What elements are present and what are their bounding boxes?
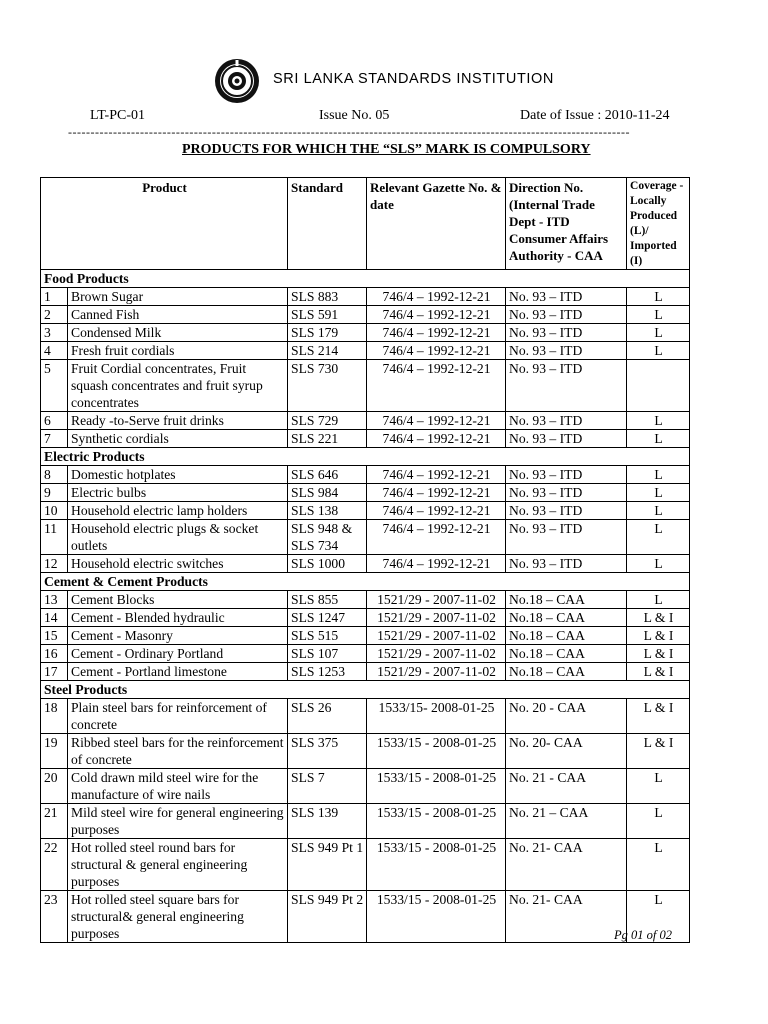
cell-standard: SLS 883 bbox=[288, 288, 367, 306]
category-row bbox=[41, 448, 690, 466]
table-row bbox=[41, 804, 690, 839]
cell-standard: SLS 138 bbox=[288, 502, 367, 520]
cell-product: Cement - Ordinary Portland bbox=[68, 645, 288, 663]
cell-product: Cold drawn mild steel wire for the manufacture of wire nails bbox=[68, 769, 288, 804]
cell-coverage: L bbox=[627, 804, 690, 839]
cell-coverage: L bbox=[627, 502, 690, 520]
cell-coverage: L bbox=[627, 288, 690, 306]
cell-gazette: 746/4 – 1992-12-21 bbox=[367, 484, 506, 502]
issue-number: Issue No. 05 bbox=[319, 108, 390, 123]
cell-gazette: 1533/15 - 2008-01-25 bbox=[367, 804, 506, 839]
header-gazette: Relevant Gazette No. & date bbox=[367, 178, 506, 270]
cell-gazette: 746/4 – 1992-12-21 bbox=[367, 342, 506, 360]
cell-standard: SLS 1000 bbox=[288, 555, 367, 573]
cell-product: Household electric plugs & socket outlets bbox=[68, 520, 288, 555]
cell-coverage: L bbox=[627, 484, 690, 502]
cell-product: Canned Fish bbox=[68, 306, 288, 324]
cell-standard: SLS 1253 bbox=[288, 663, 367, 681]
cell-coverage: L bbox=[627, 306, 690, 324]
category-row bbox=[41, 573, 690, 591]
cell-gazette: 746/4 – 1992-12-21 bbox=[367, 360, 506, 412]
cell-coverage: L & I bbox=[627, 645, 690, 663]
cell-standard: SLS 139 bbox=[288, 804, 367, 839]
table-row bbox=[41, 342, 690, 360]
cell-direction: No. 20- CAA bbox=[506, 734, 627, 769]
cell-gazette: 1533/15 - 2008-01-25 bbox=[367, 891, 506, 943]
cell-standard: SLS 855 bbox=[288, 591, 367, 609]
cell-gazette: 1521/29 - 2007-11-02 bbox=[367, 609, 506, 627]
slsi-logo-emblem bbox=[214, 58, 260, 104]
cell-product: Ready -to-Serve fruit drinks bbox=[68, 412, 288, 430]
cell-coverage: L & I bbox=[627, 627, 690, 645]
cell-product: Cement Blocks bbox=[68, 591, 288, 609]
cell-standard: SLS 375 bbox=[288, 734, 367, 769]
cell-standard: SLS 948 & SLS 734 bbox=[288, 520, 367, 555]
cell-no: 17 bbox=[41, 663, 68, 681]
cell-product: Ribbed steel bars for the reinforcement of concrete bbox=[68, 734, 288, 769]
cell-coverage: L bbox=[627, 769, 690, 804]
cell-coverage: L bbox=[627, 342, 690, 360]
cell-product: Fruit Cordial concentrates, Fruit squash concentrates and fruit syrup concentrates bbox=[68, 360, 288, 412]
cell-direction: No. 93 – ITD bbox=[506, 555, 627, 573]
cell-direction: No. 93 – ITD bbox=[506, 412, 627, 430]
cell-standard: SLS 179 bbox=[288, 324, 367, 342]
cell-direction: No. 93 – ITD bbox=[506, 484, 627, 502]
cell-coverage: L & I bbox=[627, 663, 690, 681]
category-row bbox=[41, 681, 690, 699]
cell-direction: No. 93 – ITD bbox=[506, 306, 627, 324]
cell-standard: SLS 1247 bbox=[288, 609, 367, 627]
header-direction: Direction No. (Internal Trade Dept - ITD Consumer Affairs Authority - CAA bbox=[506, 178, 627, 270]
cell-coverage: L bbox=[627, 591, 690, 609]
cell-product: Electric bulbs bbox=[68, 484, 288, 502]
cell-product: Household electric switches bbox=[68, 555, 288, 573]
category-label: Cement & Cement Products bbox=[41, 573, 690, 591]
cell-direction: No. 21- CAA bbox=[506, 839, 627, 891]
table-row bbox=[41, 306, 690, 324]
cell-standard: SLS 984 bbox=[288, 484, 367, 502]
cell-coverage: L bbox=[627, 430, 690, 448]
cell-no: 21 bbox=[41, 804, 68, 839]
cell-product: Mild steel wire for general engineering purposes bbox=[68, 804, 288, 839]
cell-product: Household electric lamp holders bbox=[68, 502, 288, 520]
cell-standard: SLS 221 bbox=[288, 430, 367, 448]
cell-gazette: 746/4 – 1992-12-21 bbox=[367, 430, 506, 448]
cell-gazette: 746/4 – 1992-12-21 bbox=[367, 502, 506, 520]
cell-product: Plain steel bars for reinforcement of concrete bbox=[68, 699, 288, 734]
table-row bbox=[41, 663, 690, 681]
cell-no: 5 bbox=[41, 360, 68, 412]
cell-direction: No. 93 – ITD bbox=[506, 520, 627, 555]
cell-standard: SLS 949 Pt 1 bbox=[288, 839, 367, 891]
category-label: Electric Products bbox=[41, 448, 690, 466]
cell-no: 12 bbox=[41, 555, 68, 573]
cell-direction: No. 93 – ITD bbox=[506, 502, 627, 520]
document-code: LT-PC-01 bbox=[90, 108, 145, 123]
cell-no: 7 bbox=[41, 430, 68, 448]
table-header-row bbox=[41, 178, 690, 270]
cell-coverage: L bbox=[627, 555, 690, 573]
cell-no: 18 bbox=[41, 699, 68, 734]
table-row bbox=[41, 609, 690, 627]
cell-no: 1 bbox=[41, 288, 68, 306]
cell-no: 6 bbox=[41, 412, 68, 430]
cell-direction: No. 21 – CAA bbox=[506, 804, 627, 839]
table-row bbox=[41, 591, 690, 609]
header-product: Product bbox=[41, 178, 288, 270]
cell-coverage: L & I bbox=[627, 699, 690, 734]
cell-standard: SLS 949 Pt 2 bbox=[288, 891, 367, 943]
table-row bbox=[41, 891, 690, 943]
cell-no: 20 bbox=[41, 769, 68, 804]
cell-no: 4 bbox=[41, 342, 68, 360]
cell-direction: No. 93 – ITD bbox=[506, 324, 627, 342]
cell-coverage: L & I bbox=[627, 609, 690, 627]
cell-direction: No.18 – CAA bbox=[506, 627, 627, 645]
cell-coverage: L bbox=[627, 412, 690, 430]
cell-coverage: L & I bbox=[627, 734, 690, 769]
cell-no: 2 bbox=[41, 306, 68, 324]
cell-no: 8 bbox=[41, 466, 68, 484]
cell-product: Fresh fruit cordials bbox=[68, 342, 288, 360]
category-label: Steel Products bbox=[41, 681, 690, 699]
table-row bbox=[41, 699, 690, 734]
cell-direction: No.18 – CAA bbox=[506, 663, 627, 681]
cell-direction: No. 21 - CAA bbox=[506, 769, 627, 804]
cell-no: 14 bbox=[41, 609, 68, 627]
table-row bbox=[41, 324, 690, 342]
table-row bbox=[41, 555, 690, 573]
table-row bbox=[41, 360, 690, 412]
cell-no: 16 bbox=[41, 645, 68, 663]
cell-standard: SLS 591 bbox=[288, 306, 367, 324]
cell-gazette: 746/4 – 1992-12-21 bbox=[367, 466, 506, 484]
cell-gazette: 746/4 – 1992-12-21 bbox=[367, 288, 506, 306]
institution-name: SRI LANKA STANDARDS INSTITUTION bbox=[273, 71, 554, 87]
cell-product: Cement - Masonry bbox=[68, 627, 288, 645]
page-title: PRODUCTS FOR WHICH THE “SLS” MARK IS COMPULSORY bbox=[182, 142, 591, 157]
cell-direction: No.18 – CAA bbox=[506, 591, 627, 609]
table-row bbox=[41, 520, 690, 555]
cell-gazette: 746/4 – 1992-12-21 bbox=[367, 324, 506, 342]
cell-direction: No. 20 - CAA bbox=[506, 699, 627, 734]
cell-gazette: 1533/15- 2008-01-25 bbox=[367, 699, 506, 734]
cell-coverage: L bbox=[627, 324, 690, 342]
cell-gazette: 1533/15 - 2008-01-25 bbox=[367, 734, 506, 769]
header-coverage: Coverage - Locally Produced (L)/ Imported (I) bbox=[627, 178, 690, 270]
cell-gazette: 746/4 – 1992-12-21 bbox=[367, 520, 506, 555]
dashed-separator: ----------------------------------------------------------------------------------------------------------------------------- bbox=[68, 126, 631, 138]
table-row bbox=[41, 769, 690, 804]
table-row bbox=[41, 502, 690, 520]
cell-product: Synthetic cordials bbox=[68, 430, 288, 448]
table-row bbox=[41, 839, 690, 891]
cell-gazette: 1533/15 - 2008-01-25 bbox=[367, 839, 506, 891]
cell-direction: No. 93 – ITD bbox=[506, 342, 627, 360]
cell-product: Hot rolled steel square bars for structural& general engineering purposes bbox=[68, 891, 288, 943]
cell-gazette: 746/4 – 1992-12-21 bbox=[367, 412, 506, 430]
cell-no: 15 bbox=[41, 627, 68, 645]
date-of-issue: Date of Issue : 2010-11-24 bbox=[520, 108, 670, 123]
cell-standard: SLS 729 bbox=[288, 412, 367, 430]
table-row bbox=[41, 412, 690, 430]
category-label: Food Products bbox=[41, 270, 690, 288]
table-row bbox=[41, 466, 690, 484]
table-row bbox=[41, 288, 690, 306]
cell-no: 3 bbox=[41, 324, 68, 342]
cell-standard: SLS 730 bbox=[288, 360, 367, 412]
cell-standard: SLS 26 bbox=[288, 699, 367, 734]
category-row bbox=[41, 270, 690, 288]
cell-product: Brown Sugar bbox=[68, 288, 288, 306]
cell-no: 22 bbox=[41, 839, 68, 891]
cell-direction: No. 93 – ITD bbox=[506, 288, 627, 306]
cell-product: Domestic hotplates bbox=[68, 466, 288, 484]
table-row bbox=[41, 645, 690, 663]
page-number: Pg 01 of 02 bbox=[614, 928, 672, 942]
cell-coverage bbox=[627, 360, 690, 412]
table-body bbox=[41, 270, 690, 943]
cell-standard: SLS 646 bbox=[288, 466, 367, 484]
header-standard: Standard bbox=[288, 178, 367, 270]
cell-no: 11 bbox=[41, 520, 68, 555]
cell-product: Hot rolled steel round bars for structural & general engineering purposes bbox=[68, 839, 288, 891]
cell-gazette: 1521/29 - 2007-11-02 bbox=[367, 663, 506, 681]
table-row bbox=[41, 627, 690, 645]
cell-no: 19 bbox=[41, 734, 68, 769]
cell-gazette: 746/4 – 1992-12-21 bbox=[367, 306, 506, 324]
cell-no: 23 bbox=[41, 891, 68, 943]
cell-gazette: 746/4 – 1992-12-21 bbox=[367, 555, 506, 573]
cell-gazette: 1521/29 - 2007-11-02 bbox=[367, 591, 506, 609]
cell-no: 13 bbox=[41, 591, 68, 609]
cell-no: 10 bbox=[41, 502, 68, 520]
cell-product: Cement - Blended hydraulic bbox=[68, 609, 288, 627]
cell-gazette: 1521/29 - 2007-11-02 bbox=[367, 627, 506, 645]
products-table bbox=[40, 177, 690, 943]
table-row bbox=[41, 430, 690, 448]
table-row bbox=[41, 484, 690, 502]
cell-gazette: 1533/15 - 2008-01-25 bbox=[367, 769, 506, 804]
cell-product: Condensed Milk bbox=[68, 324, 288, 342]
cell-standard: SLS 107 bbox=[288, 645, 367, 663]
cell-standard: SLS 214 bbox=[288, 342, 367, 360]
cell-gazette: 1521/29 - 2007-11-02 bbox=[367, 645, 506, 663]
cell-direction: No. 93 – ITD bbox=[506, 360, 627, 412]
cell-standard: SLS 7 bbox=[288, 769, 367, 804]
cell-coverage: L bbox=[627, 891, 690, 943]
cell-direction: No. 93 – ITD bbox=[506, 466, 627, 484]
cell-standard: SLS 515 bbox=[288, 627, 367, 645]
cell-direction: No.18 – CAA bbox=[506, 609, 627, 627]
cell-product: Cement - Portland limestone bbox=[68, 663, 288, 681]
cell-direction: No. 93 – ITD bbox=[506, 430, 627, 448]
table-row bbox=[41, 734, 690, 769]
cell-coverage: L bbox=[627, 520, 690, 555]
cell-no: 9 bbox=[41, 484, 68, 502]
cell-direction: No. 21- CAA bbox=[506, 891, 627, 943]
cell-direction: No.18 – CAA bbox=[506, 645, 627, 663]
cell-coverage: L bbox=[627, 839, 690, 891]
cell-coverage: L bbox=[627, 466, 690, 484]
